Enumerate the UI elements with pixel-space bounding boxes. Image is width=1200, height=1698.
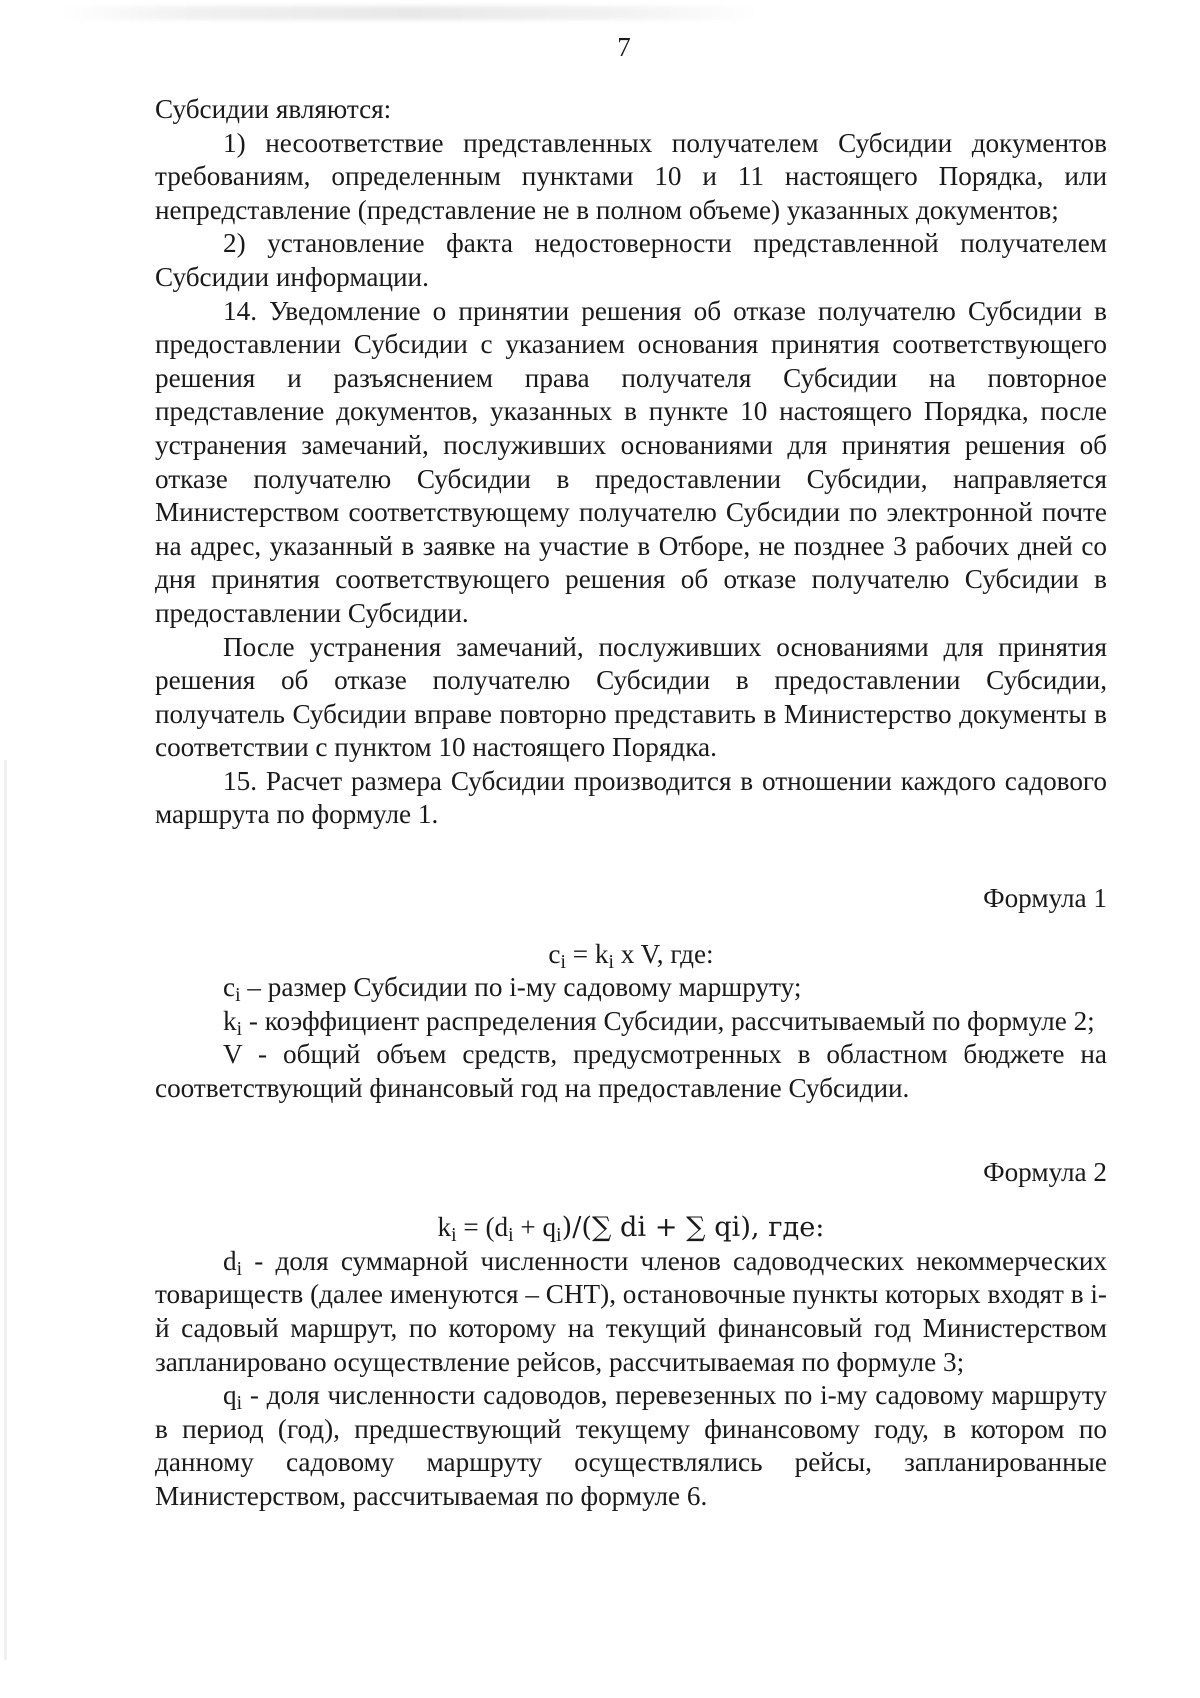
document-body [155,93,1107,1514]
paragraph-clause-15: 15. Расчет размера Субсидии производится в отношении каждого садового маршрута по формуле 1. [155,765,1107,830]
scan-artifact-left [4,760,7,1660]
formula-2: $k_i = (d_i + q_i)/(\sum$ di + ∑ qi), где: [437,1212,825,1247]
scan-artifact-top [60,6,760,20]
paragraph-intro: Субсидии являются: [155,94,392,124]
formula-2-def-q: $q_i$ - доля численности садоводов, перевезенных по i-му садовому маршруту в период (год), предшествующий текущему финансовому году, в котором по данному садовому маршруту осуществлялись рейсы, запланированные Министерством, рассчитываемая по формуле 6. [155,1380,1107,1511]
formula-1-def-v: V - общий объем средств, предусмотренных в областном бюджете на соответствующий финансовый год на предоставление Субсидии. [155,1039,1107,1104]
paragraph-resubmission: После устранения замечаний, послуживших основаниями для принятия решения об отказе получателю Субсидии в предоставлении Субсидии, получатель Субсидии вправе повторно представить в Министерство документы в соответствии с пунктом 10 настоящего Порядка. [155,631,1107,763]
formula-1-label: Формула 1 [983,883,1107,914]
paragraph-item-2: 2) установление факта недостоверности представленной получателем Субсидии информации. [155,228,1107,292]
formula-1-def-k: $k_i$ - коэффициент распределения Субсидии, рассчитываемый по формуле 2; [223,1005,1095,1040]
paragraph-clause-14: 14. Уведомление о принятии решения об отказе получателю Субсидии в предоставлении Субсидии с указанием основания принятия соответствующего решения и разъяснением права получателя Субсидии на повторное представление документов, указанных в пункте 10 настоящего Порядка, после устранения замечаний, послуживших основаниями для принятия решения об отказе получателю Субсидии в предоставлении Субсидии, направляется Министерством соответствующему получателю Субсидии по электронной почте на адрес, указанный в заявке на участие в Отборе, не позднее 3 рабочих дней со дня принятия соответствующего решения об отказе получателю Субсидии в предоставлении Субсидии. [155,295,1107,628]
page-number: 7 [617,32,631,62]
paragraph-item-1: 1) несоответствие представленных получателем Субсидии документов требованиям, определенным пунктами 10 и 11 настоящего Порядка, или непредставление (представление не в полном объеме) указанных документов; [155,127,1107,225]
formula-2-def-d: $d_i$ - доля суммарной численности членов садоводческих некоммерческих товариществ (далее именуются – СНТ), остановочные пункты которых входят в i-й садовый маршрут, по которому на текущий финансовый год Министерством запланировано осуществление рейсов, рассчитываемая по формуле 3; [155,1245,1107,1377]
formula-2-label: Формула 2 [983,1156,1107,1187]
formula-1-def-c: $c_i$ – размер Субсидии по i-му садовому маршруту; [223,972,802,1007]
formula-1: $c_i = k_i$ x V, где: [548,938,714,973]
